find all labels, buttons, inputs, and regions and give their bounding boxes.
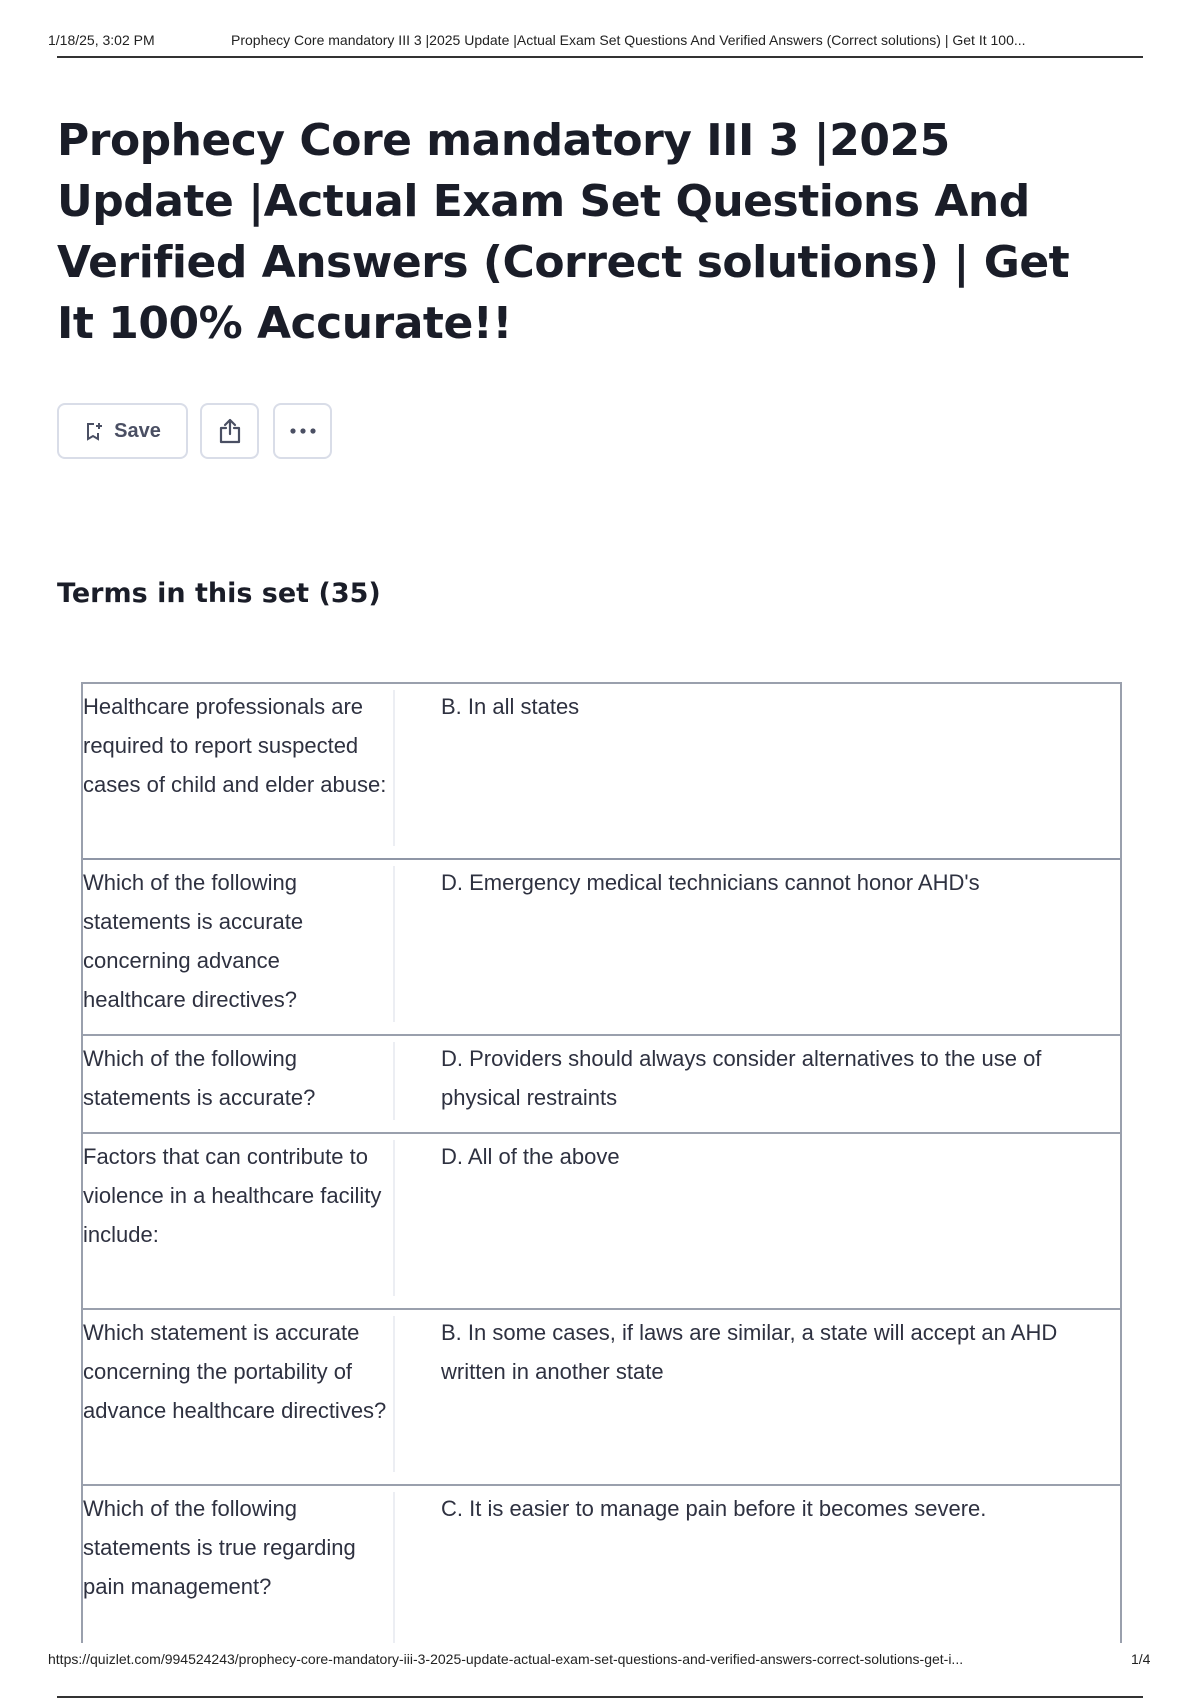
cell-divider [393, 1042, 395, 1120]
more-horizontal-icon [289, 427, 317, 435]
definition-text: D. Providers should always consider alternatives to the use of physical restraints [441, 1046, 1042, 1110]
cell-divider [393, 690, 395, 846]
print-footer [48, 1651, 1152, 1673]
cell-divider [393, 1316, 395, 1472]
term-row [83, 684, 1120, 860]
page-title: Prophecy Core mandatory III 3 |2025 Update |Actual Exam Set Questions And Verified Answers (Correct solutions) | Get It 100% Accurate!! [57, 115, 1070, 349]
print-url: https://quizlet.com/994524243/prophecy-core-mandatory-iii-3-2025-update-actual-exam-set-questions-and-verified-answers-correct-solutions-get-i... [48, 1651, 964, 1667]
term-text: Which of the following statements is accurate concerning advance healthcare directives? [83, 870, 304, 1012]
definition-text: C. It is easier to manage pain before it becomes severe. [441, 1496, 987, 1521]
term-row [83, 860, 1120, 1036]
save-label: Save [114, 419, 161, 442]
terms-heading: Terms in this set (35) [57, 578, 381, 609]
definition-text: D. All of the above [441, 1144, 620, 1169]
definition-text: D. Emergency medical technicians cannot honor AHD's [441, 870, 980, 895]
save-button[interactable] [57, 403, 188, 459]
term-row [83, 1486, 1120, 1660]
term-text: Factors that can contribute to violence in a healthcare facility include: [83, 1144, 382, 1247]
term-text: Healthcare professionals are required to report suspected cases of child and elder abuse: [83, 694, 387, 797]
print-doc-title: Prophecy Core mandatory III 3 |2025 Update |Actual Exam Set Questions And Verified Answers (Correct solutions) | Get It 100... [231, 32, 1026, 48]
term-row [83, 1036, 1120, 1134]
definition-text: B. In all states [441, 694, 580, 719]
bookmark-plus-icon [84, 421, 104, 441]
cell-divider [393, 1492, 395, 1648]
footer-rule [57, 1696, 1143, 1698]
term-text: Which of the following statements is accurate? [83, 1046, 316, 1110]
terms-table [81, 682, 1122, 1660]
definition-text: B. In some cases, if laws are similar, a state will accept an AHD written in another state [441, 1320, 1058, 1384]
term-row [83, 1310, 1120, 1486]
page-number: 1/4 [1131, 1651, 1151, 1667]
cell-divider [393, 1140, 395, 1296]
print-header [48, 28, 1144, 52]
share-icon [217, 417, 243, 445]
more-button[interactable] [273, 403, 332, 459]
share-button[interactable] [200, 403, 259, 459]
term-row [83, 1134, 1120, 1310]
term-text: Which statement is accurate concerning the portability of advance healthcare directives? [83, 1320, 387, 1423]
print-date: 1/18/25, 3:02 PM [48, 32, 155, 48]
cell-divider [393, 866, 395, 1022]
term-text: Which of the following statements is true regarding pain management? [83, 1496, 356, 1599]
header-rule [57, 56, 1143, 58]
